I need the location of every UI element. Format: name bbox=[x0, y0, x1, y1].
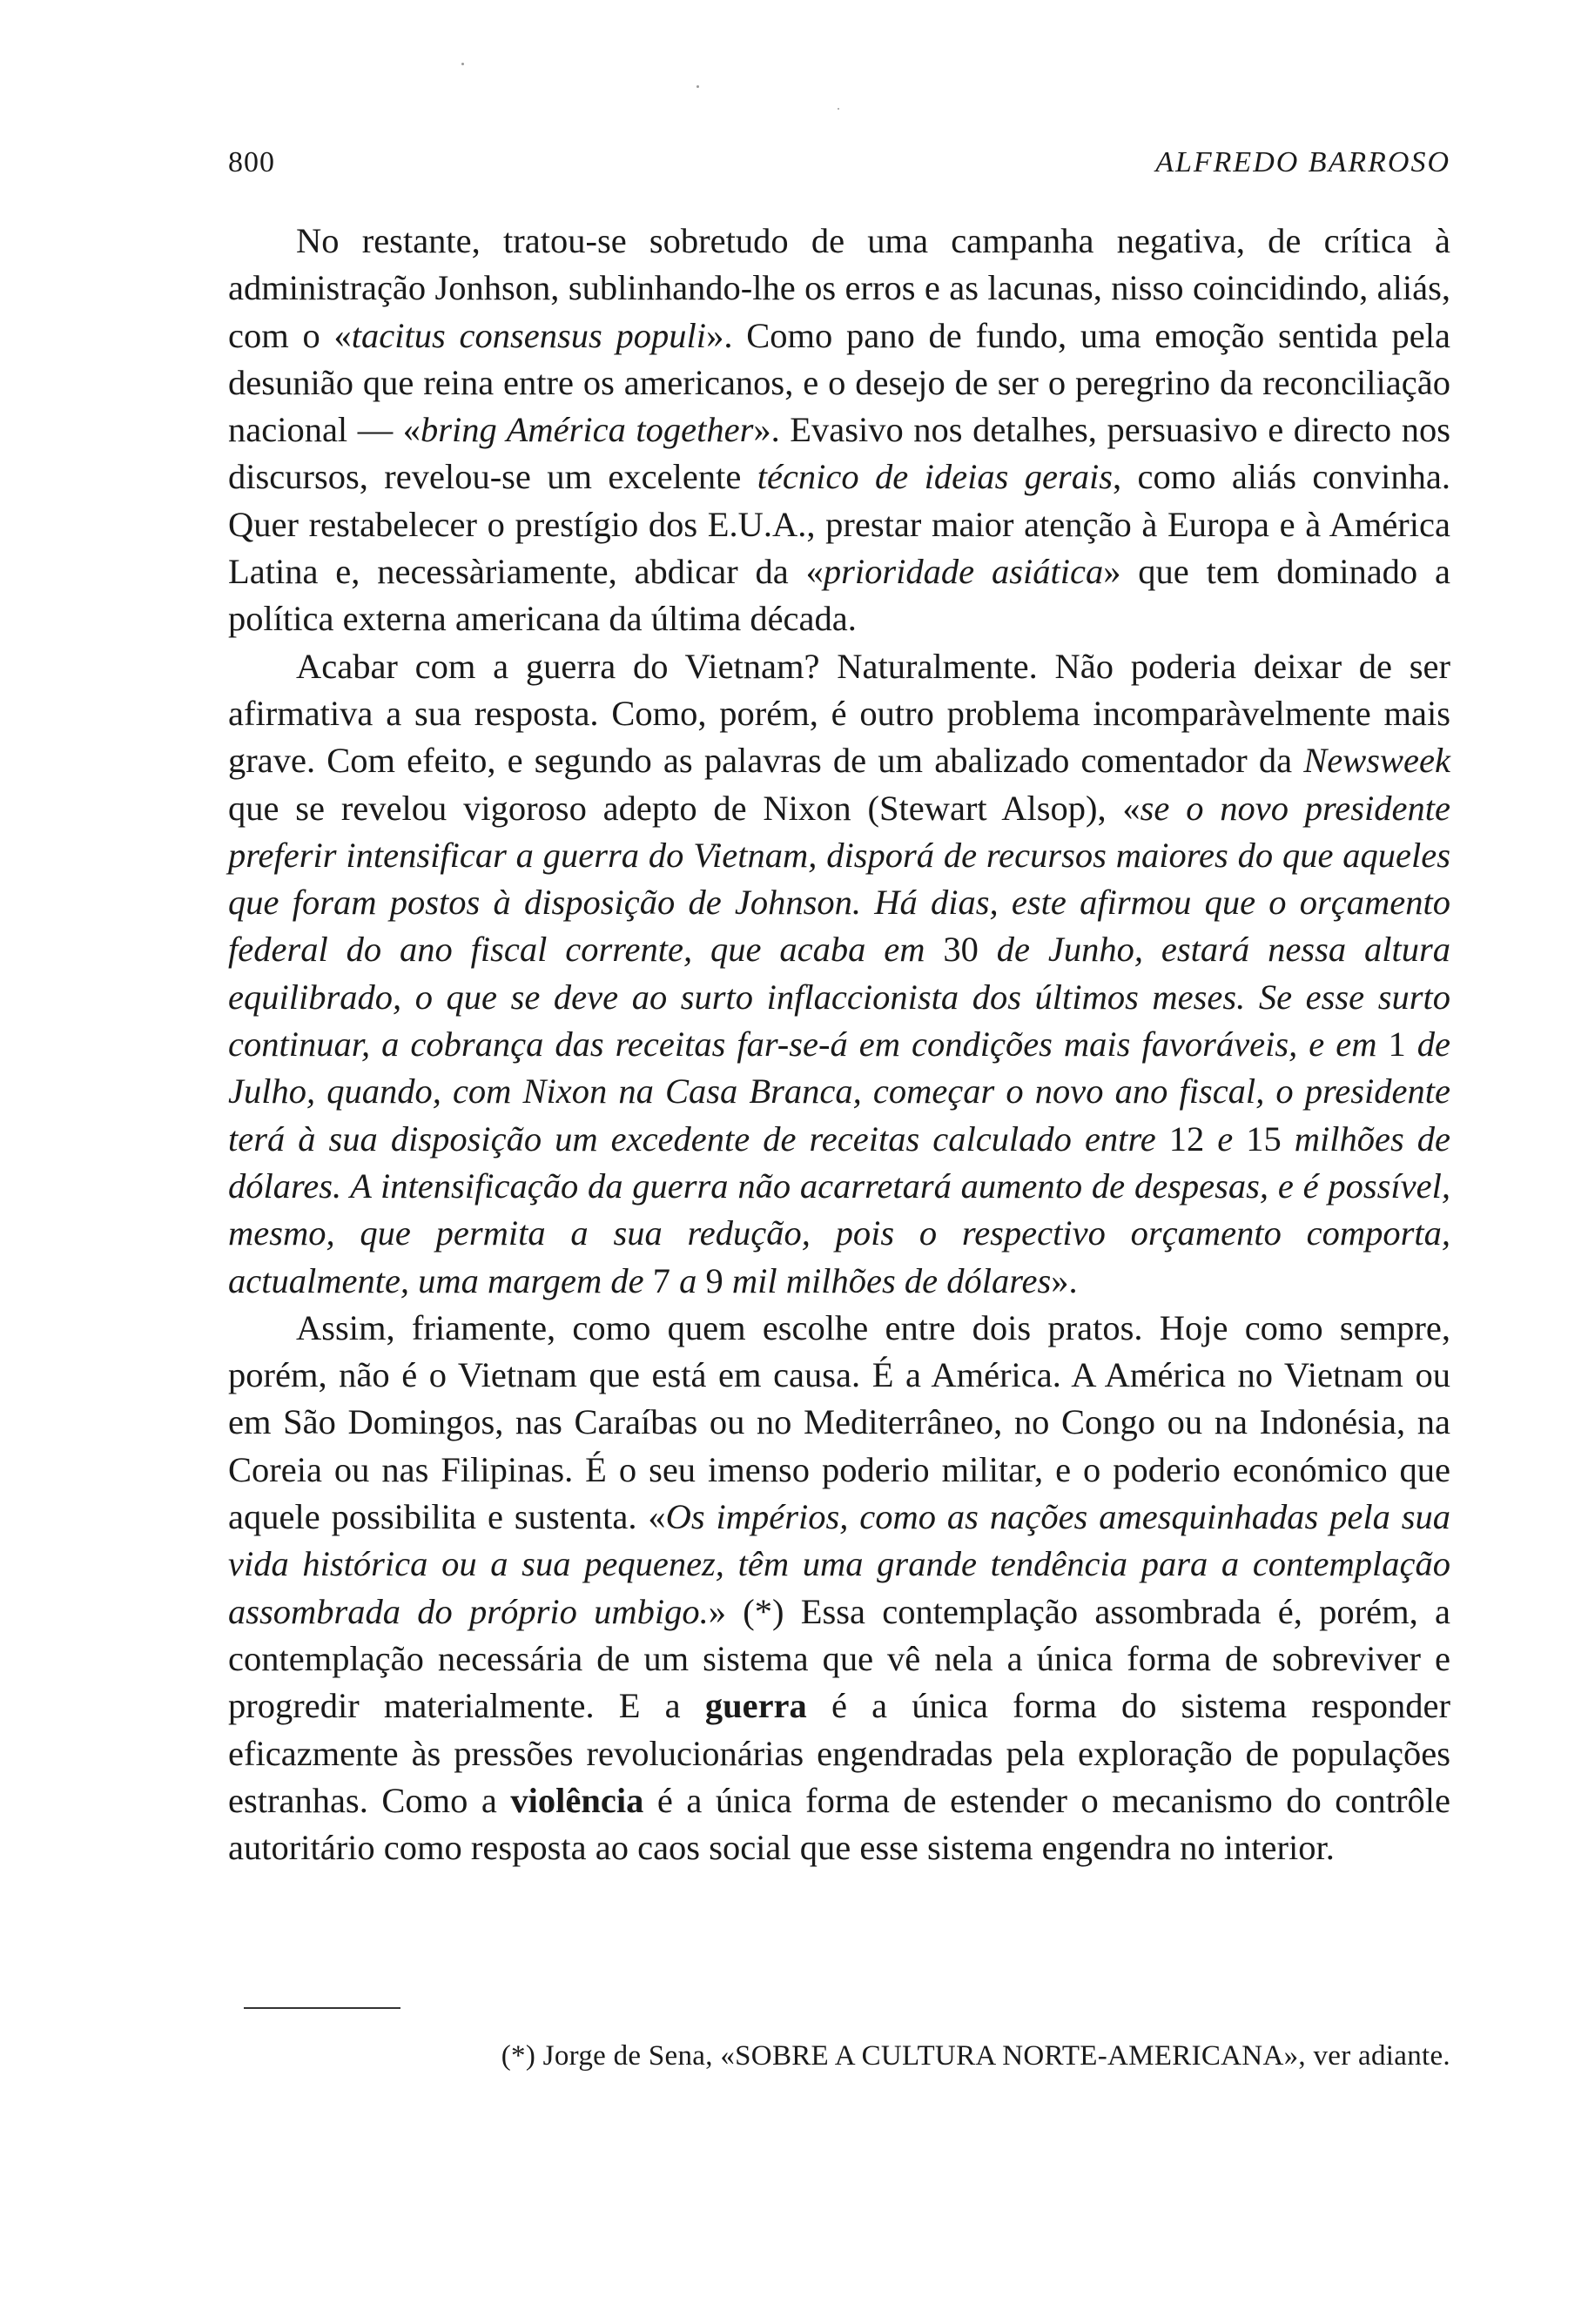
text-run: 15 bbox=[1246, 1118, 1282, 1159]
running-head: ALFREDO BARROSO bbox=[1155, 146, 1450, 178]
italic-run: de Junho, estará nessa altura equilibrado, o que se deve ao surto inflaccionista dos últimos meses. Se esse surto continuar, a cobrança das receitas far-se-á em condições mais favoráveis, e em bbox=[228, 930, 1450, 1065]
text-run: 30 bbox=[943, 930, 979, 970]
text-run: que se revelou vigoroso adepto de Nixon (Stewart Alsop), « bbox=[228, 788, 1141, 828]
text-run: Acabar com a guerra do Vietnam? Naturalmente. Não poderia deixar de ser afirmativa a sua resposta. Como, porém, é outro problema incomparàvelmente mais grave. Com efeito, e segundo as palavras de um abalizado comentador da bbox=[228, 646, 1450, 781]
italic-run: e bbox=[1204, 1118, 1247, 1159]
italic-run: técnico de ideias gerais bbox=[757, 457, 1113, 497]
italic-run: se o novo presidente preferir intensificar a guerra do Vietnam, disporá de recursos maiores do que aqueles que foram postos à disposição de Johnson. Há dias, este afirmou que o orçamento federal do ano fiscal corrente, que acaba em bbox=[228, 788, 1450, 970]
text-run: Assim, friamente, como quem escolhe entre dois pratos. Hoje como sempre, porém, não é o Vietnam que está em causa. É a América. A América no Vietnam ou em São Domingos, nas Caraíbas ou no Mediterrâneo, no Congo ou na Indonésia, na Coreia ou nas Filipinas. É o seu imenso poderio militar, e o poderio económico que aquele possibilita e sustenta. « bbox=[228, 1307, 1450, 1537]
footnote: (*) Jorge de Sena, «SOBRE A CULTURA NORTE-AMERICANA», ver adiante. bbox=[501, 2040, 1450, 2072]
scan-speck bbox=[838, 108, 839, 110]
italic-run: Os impérios, como as nações amesquinhadas pela sua vida histórica ou a sua pequenez, têm uma grande tendência para a contemplação assombrada do próprio umbigo. bbox=[228, 1497, 1450, 1631]
paragraph bbox=[228, 1305, 1450, 1872]
italic-run: prioridade asiática bbox=[823, 552, 1104, 592]
paragraph bbox=[228, 218, 1450, 643]
page-header bbox=[228, 146, 1450, 188]
scan-speck bbox=[461, 63, 464, 65]
page-number: 800 bbox=[228, 146, 275, 178]
text-run: No restante, tratou-se sobretudo de uma campanha negativa, de crítica à administração Jonhson, sublinhando-lhe os erros e as lacunas, nisso coincidindo, aliás, com o « bbox=[228, 221, 1450, 355]
text-run: ». Evasivo nos detalhes, persuasivo e directo nos discursos, revelou-se um excelente bbox=[228, 410, 1450, 497]
paragraph bbox=[228, 643, 1450, 1305]
body-text bbox=[228, 218, 1450, 1871]
text-run: é a única forma do sistema responder eficazmente às pressões revolucionárias engendradas pela exploração de populações estranhas. Como a bbox=[228, 1686, 1450, 1820]
text-run: » que tem dominado a política externa americana da última década. bbox=[228, 552, 1450, 639]
text-run: é a única forma de estender o mecanismo do contrôle autoritário como resposta ao caos social que esse sistema engendra no interior. bbox=[228, 1780, 1450, 1868]
bold-run: violência bbox=[510, 1780, 644, 1820]
text-run: ». Como pano de fundo, uma emoção sentida pela desunião que reina entre os americanos, e o desejo de ser o peregrino da reconciliação nacional — « bbox=[228, 315, 1451, 450]
text-run: 1 bbox=[1388, 1024, 1406, 1065]
text-run: 7 bbox=[652, 1260, 671, 1300]
italic-run: tacitus consensus populi bbox=[351, 315, 707, 355]
footnote-rule bbox=[244, 2007, 400, 2009]
text-run: , como aliás convinha. Quer restabelecer o prestígio dos E.U.A., prestar maior atenção à Europa e à América Latina e, necessàriamente, abdicar da « bbox=[228, 457, 1450, 592]
scan-speck bbox=[696, 85, 699, 88]
italic-run: a bbox=[670, 1260, 706, 1300]
text-run: ». bbox=[1051, 1260, 1078, 1300]
italic-run: Newsweek bbox=[1303, 741, 1450, 781]
bold-run: guerra bbox=[704, 1686, 807, 1726]
text-run: 9 bbox=[705, 1260, 723, 1300]
text-run: 12 bbox=[1168, 1118, 1205, 1159]
italic-run: mil milhões de dólares bbox=[723, 1260, 1052, 1300]
italic-run: bring América together bbox=[421, 410, 754, 450]
italic-run: milhões de dólares. A intensificação da guerra não acarretará aumento de despesas, e é possível, mesmo, que permita a sua redução, pois o respectivo orçamento comporta, actualmente, uma margem de bbox=[228, 1118, 1450, 1300]
text-run: » (*) Essa contemplação assombrada é, porém, a contemplação necessária de um sistema que vê nela a única forma de sobreviver e progredir materialmente. E a bbox=[228, 1591, 1450, 1726]
italic-run: de Julho, quando, com Nixon na Casa Branca, começar o novo ano fiscal, o presidente terá à sua disposição um excedente de receitas calculado entre bbox=[228, 1024, 1450, 1159]
